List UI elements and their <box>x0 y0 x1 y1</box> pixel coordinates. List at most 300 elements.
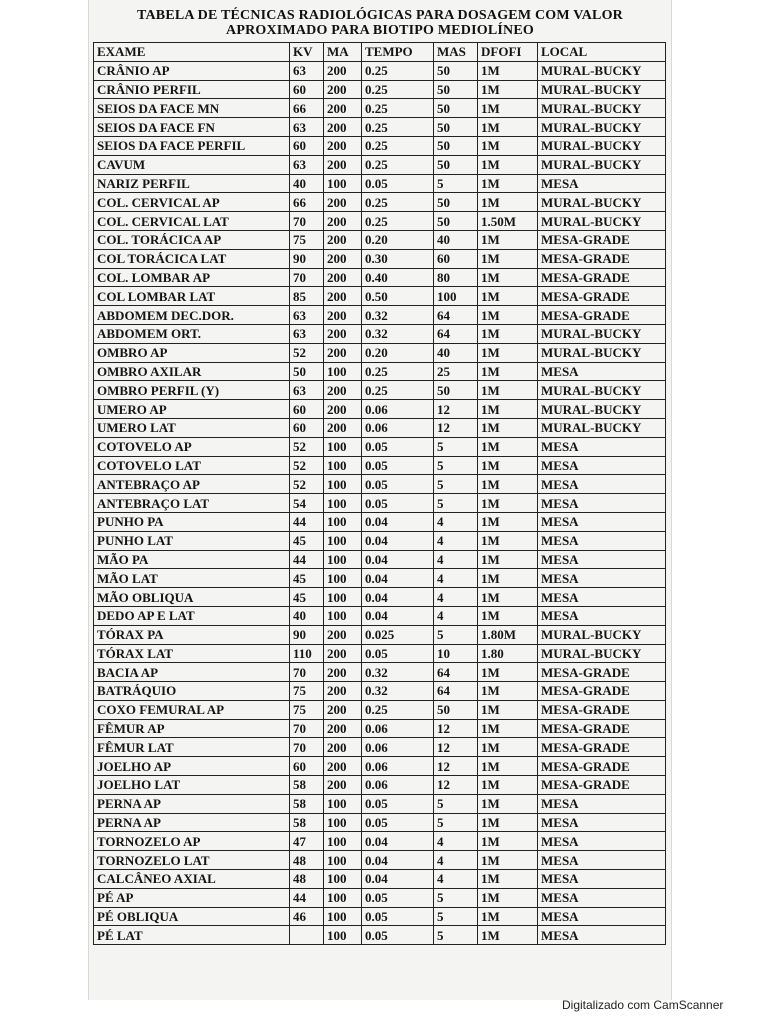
table-row <box>94 155 666 174</box>
cell-tempo: 0.04 <box>362 606 434 625</box>
cell-ma: 200 <box>324 625 362 644</box>
cell-exame: PERNA AP <box>94 813 290 832</box>
cell-mas: 12 <box>434 738 478 757</box>
cell-dfofi: 1M <box>478 813 538 832</box>
cell-dfofi: 1M <box>478 475 538 494</box>
cell-tempo: 0.05 <box>362 794 434 813</box>
cell-ma: 200 <box>324 230 362 249</box>
cell-dfofi: 1.50M <box>478 212 538 231</box>
cell-dfofi: 1M <box>478 550 538 569</box>
cell-mas: 5 <box>434 456 478 475</box>
cell-dfofi: 1M <box>478 324 538 343</box>
cell-mas: 64 <box>434 324 478 343</box>
cell-dfofi: 1M <box>478 512 538 531</box>
cell-exame: COL LOMBAR LAT <box>94 287 290 306</box>
table-row <box>94 494 666 513</box>
table-row <box>94 663 666 682</box>
cell-tempo: 0.25 <box>362 362 434 381</box>
cell-ma: 200 <box>324 155 362 174</box>
cell-dfofi: 1M <box>478 306 538 325</box>
table-row <box>94 475 666 494</box>
cell-kv: 44 <box>290 512 324 531</box>
cell-ma: 100 <box>324 588 362 607</box>
cell-local: MESA-GRADE <box>538 230 666 249</box>
cell-kv: 85 <box>290 287 324 306</box>
cell-tempo: 0.06 <box>362 719 434 738</box>
table-row <box>94 324 666 343</box>
cell-ma: 200 <box>324 61 362 80</box>
cell-tempo: 0.32 <box>362 306 434 325</box>
cell-mas: 5 <box>434 794 478 813</box>
cell-exame: JOELHO LAT <box>94 776 290 795</box>
cell-dfofi: 1M <box>478 606 538 625</box>
cell-dfofi: 1M <box>478 174 538 193</box>
cell-dfofi: 1M <box>478 437 538 456</box>
cell-ma: 200 <box>324 99 362 118</box>
cell-kv: 50 <box>290 362 324 381</box>
cell-local: MESA <box>538 456 666 475</box>
cell-ma: 200 <box>324 700 362 719</box>
title-line-1: TABELA DE TÉCNICAS RADIOLÓGICAS PARA DOSAGEM COM VALOR <box>137 8 623 23</box>
cell-tempo: 0.025 <box>362 625 434 644</box>
cell-ma: 200 <box>324 644 362 663</box>
table-row <box>94 588 666 607</box>
cell-tempo: 0.25 <box>362 212 434 231</box>
header-mas: MAS <box>434 43 478 62</box>
cell-tempo: 0.32 <box>362 663 434 682</box>
cell-mas: 5 <box>434 907 478 926</box>
cell-mas: 12 <box>434 776 478 795</box>
cell-dfofi: 1M <box>478 61 538 80</box>
cell-kv: 63 <box>290 324 324 343</box>
cell-dfofi: 1M <box>478 738 538 757</box>
table-row <box>94 230 666 249</box>
cell-dfofi: 1M <box>478 907 538 926</box>
cell-local: MESA <box>538 870 666 889</box>
cell-tempo: 0.05 <box>362 813 434 832</box>
cell-tempo: 0.06 <box>362 757 434 776</box>
cell-tempo: 0.05 <box>362 644 434 663</box>
cell-dfofi: 1M <box>478 418 538 437</box>
cell-ma: 100 <box>324 851 362 870</box>
cell-mas: 4 <box>434 588 478 607</box>
cell-local: MESA <box>538 907 666 926</box>
cell-ma: 100 <box>324 888 362 907</box>
cell-mas: 50 <box>434 155 478 174</box>
header-tempo: TEMPO <box>362 43 434 62</box>
table-row <box>94 757 666 776</box>
cell-dfofi: 1M <box>478 794 538 813</box>
cell-dfofi: 1M <box>478 700 538 719</box>
cell-exame: PERNA AP <box>94 794 290 813</box>
cell-ma: 200 <box>324 776 362 795</box>
table-row <box>94 719 666 738</box>
cell-tempo: 0.25 <box>362 99 434 118</box>
table-header-row <box>94 43 666 62</box>
cell-mas: 5 <box>434 888 478 907</box>
cell-kv: 63 <box>290 381 324 400</box>
cell-dfofi: 1M <box>478 362 538 381</box>
cell-exame: CALCÂNEO AXIAL <box>94 870 290 889</box>
cell-ma: 100 <box>324 531 362 550</box>
table-row <box>94 268 666 287</box>
cell-tempo: 0.25 <box>362 193 434 212</box>
cell-tempo: 0.04 <box>362 870 434 889</box>
cell-tempo: 0.04 <box>362 569 434 588</box>
cell-kv: 44 <box>290 550 324 569</box>
cell-exame: PÉ LAT <box>94 926 290 945</box>
cell-exame: OMBRO AP <box>94 343 290 362</box>
cell-dfofi: 1M <box>478 136 538 155</box>
cell-kv: 58 <box>290 794 324 813</box>
table-row <box>94 700 666 719</box>
cell-kv: 60 <box>290 80 324 99</box>
cell-ma: 200 <box>324 249 362 268</box>
cell-exame: TÓRAX PA <box>94 625 290 644</box>
table-row <box>94 99 666 118</box>
cell-ma: 100 <box>324 437 362 456</box>
cell-kv: 52 <box>290 475 324 494</box>
cell-kv: 58 <box>290 776 324 795</box>
cell-ma: 100 <box>324 870 362 889</box>
cell-local: MESA-GRADE <box>538 306 666 325</box>
cell-kv: 90 <box>290 249 324 268</box>
table-row <box>94 400 666 419</box>
cell-local: MURAL-BUCKY <box>538 118 666 137</box>
cell-tempo: 0.06 <box>362 776 434 795</box>
cell-kv: 66 <box>290 193 324 212</box>
cell-exame: FÊMUR AP <box>94 719 290 738</box>
cell-exame: PÉ AP <box>94 888 290 907</box>
cell-kv: 66 <box>290 99 324 118</box>
cell-ma: 200 <box>324 381 362 400</box>
cell-exame: MÃO OBLIQUA <box>94 588 290 607</box>
cell-mas: 50 <box>434 212 478 231</box>
table-row <box>94 306 666 325</box>
cell-tempo: 0.32 <box>362 682 434 701</box>
cell-local: MESA <box>538 794 666 813</box>
cell-local: MURAL-BUCKY <box>538 400 666 419</box>
cell-local: MESA <box>538 174 666 193</box>
cell-exame: COL. TORÁCICA AP <box>94 230 290 249</box>
cell-local: MURAL-BUCKY <box>538 80 666 99</box>
cell-ma: 100 <box>324 512 362 531</box>
table-row <box>94 531 666 550</box>
cell-mas: 12 <box>434 719 478 738</box>
table-row <box>94 118 666 137</box>
cell-kv: 52 <box>290 456 324 475</box>
cell-dfofi: 1M <box>478 663 538 682</box>
cell-ma: 200 <box>324 324 362 343</box>
cell-exame: FÊMUR LAT <box>94 738 290 757</box>
cell-dfofi: 1M <box>478 118 538 137</box>
cell-ma: 200 <box>324 212 362 231</box>
cell-kv: 60 <box>290 400 324 419</box>
cell-tempo: 0.04 <box>362 512 434 531</box>
table-row <box>94 249 666 268</box>
cell-kv: 45 <box>290 588 324 607</box>
cell-ma: 200 <box>324 268 362 287</box>
cell-exame: CRÂNIO AP <box>94 61 290 80</box>
cell-tempo: 0.04 <box>362 851 434 870</box>
cell-local: MESA <box>538 851 666 870</box>
cell-mas: 5 <box>434 174 478 193</box>
cell-local: MURAL-BUCKY <box>538 418 666 437</box>
cell-tempo: 0.05 <box>362 437 434 456</box>
cell-ma: 100 <box>324 926 362 945</box>
table-row <box>94 362 666 381</box>
cell-exame: PÉ OBLIQUA <box>94 907 290 926</box>
table-body <box>94 61 666 944</box>
cell-tempo: 0.20 <box>362 343 434 362</box>
cell-ma: 200 <box>324 418 362 437</box>
cell-local: MESA <box>538 926 666 945</box>
table-row <box>94 682 666 701</box>
table-row <box>94 193 666 212</box>
cell-exame: BACIA AP <box>94 663 290 682</box>
table-row <box>94 381 666 400</box>
cell-dfofi: 1M <box>478 870 538 889</box>
cell-tempo: 0.05 <box>362 475 434 494</box>
cell-ma: 200 <box>324 738 362 757</box>
cell-dfofi: 1M <box>478 851 538 870</box>
table-row <box>94 512 666 531</box>
cell-exame: COL. CERVICAL AP <box>94 193 290 212</box>
cell-kv: 60 <box>290 757 324 776</box>
table-row <box>94 456 666 475</box>
cell-mas: 50 <box>434 193 478 212</box>
cell-local: MESA-GRADE <box>538 287 666 306</box>
cell-tempo: 0.05 <box>362 888 434 907</box>
cell-dfofi: 1M <box>478 569 538 588</box>
cell-local: MESA-GRADE <box>538 682 666 701</box>
header-exame: EXAME <box>94 43 290 62</box>
cell-local: MESA-GRADE <box>538 738 666 757</box>
cell-mas: 50 <box>434 136 478 155</box>
table-row <box>94 738 666 757</box>
cell-tempo: 0.05 <box>362 907 434 926</box>
cell-mas: 12 <box>434 757 478 776</box>
cell-tempo: 0.06 <box>362 738 434 757</box>
cell-local: MURAL-BUCKY <box>538 644 666 663</box>
table-row <box>94 550 666 569</box>
cell-local: MESA <box>538 813 666 832</box>
title-line-2: APROXIMADO PARA BIOTIPO MEDIOLÍNEO <box>226 23 534 38</box>
cell-tempo: 0.05 <box>362 926 434 945</box>
cell-tempo: 0.25 <box>362 80 434 99</box>
cell-local: MESA <box>538 569 666 588</box>
cell-local: MURAL-BUCKY <box>538 324 666 343</box>
cell-tempo: 0.04 <box>362 588 434 607</box>
cell-dfofi: 1.80M <box>478 625 538 644</box>
cell-dfofi: 1M <box>478 287 538 306</box>
cell-ma: 100 <box>324 174 362 193</box>
cell-kv: 52 <box>290 343 324 362</box>
cell-ma: 100 <box>324 794 362 813</box>
cell-local: MESA <box>538 832 666 851</box>
cell-mas: 4 <box>434 832 478 851</box>
cell-tempo: 0.05 <box>362 174 434 193</box>
cell-local: MESA <box>538 362 666 381</box>
table-row <box>94 794 666 813</box>
cell-kv: 110 <box>290 644 324 663</box>
cell-dfofi: 1M <box>478 776 538 795</box>
cell-ma: 200 <box>324 663 362 682</box>
cell-exame: OMBRO AXILAR <box>94 362 290 381</box>
cell-dfofi: 1M <box>478 80 538 99</box>
cell-dfofi: 1M <box>478 757 538 776</box>
cell-exame: SEIOS DA FACE PERFIL <box>94 136 290 155</box>
cell-dfofi: 1M <box>478 719 538 738</box>
table-row <box>94 851 666 870</box>
cell-mas: 4 <box>434 606 478 625</box>
cell-ma: 100 <box>324 832 362 851</box>
cell-mas: 12 <box>434 400 478 419</box>
table-row <box>94 813 666 832</box>
cell-kv: 75 <box>290 230 324 249</box>
cell-ma: 100 <box>324 475 362 494</box>
cell-dfofi: 1M <box>478 531 538 550</box>
cell-exame: TORNOZELO LAT <box>94 851 290 870</box>
cell-kv: 60 <box>290 136 324 155</box>
table-row <box>94 625 666 644</box>
cell-dfofi: 1M <box>478 230 538 249</box>
cell-tempo: 0.20 <box>362 230 434 249</box>
cell-local: MESA <box>538 494 666 513</box>
cell-mas: 4 <box>434 851 478 870</box>
cell-mas: 50 <box>434 118 478 137</box>
cell-exame: COXO FEMURAL AP <box>94 700 290 719</box>
cell-local: MURAL-BUCKY <box>538 625 666 644</box>
cell-mas: 5 <box>434 813 478 832</box>
cell-local: MESA <box>538 437 666 456</box>
cell-ma: 100 <box>324 813 362 832</box>
cell-ma: 200 <box>324 400 362 419</box>
cell-ma: 200 <box>324 306 362 325</box>
cell-kv: 40 <box>290 606 324 625</box>
cell-dfofi: 1M <box>478 926 538 945</box>
cell-kv: 60 <box>290 418 324 437</box>
cell-mas: 5 <box>434 437 478 456</box>
cell-dfofi: 1M <box>478 193 538 212</box>
cell-exame: ANTEBRAÇO LAT <box>94 494 290 513</box>
cell-dfofi: 1M <box>478 155 538 174</box>
cell-local: MURAL-BUCKY <box>538 136 666 155</box>
cell-ma: 200 <box>324 287 362 306</box>
cell-tempo: 0.04 <box>362 832 434 851</box>
cell-ma: 200 <box>324 193 362 212</box>
cell-exame: MÃO PA <box>94 550 290 569</box>
cell-tempo: 0.25 <box>362 381 434 400</box>
cell-exame: JOELHO AP <box>94 757 290 776</box>
cell-mas: 5 <box>434 926 478 945</box>
cell-ma: 100 <box>324 362 362 381</box>
cell-ma: 100 <box>324 907 362 926</box>
cell-exame: ANTEBRAÇO AP <box>94 475 290 494</box>
cell-local: MESA <box>538 888 666 907</box>
cell-exame: SEIOS DA FACE MN <box>94 99 290 118</box>
cell-mas: 40 <box>434 230 478 249</box>
cell-tempo: 0.30 <box>362 249 434 268</box>
cell-exame: SEIOS DA FACE FN <box>94 118 290 137</box>
cell-local: MURAL-BUCKY <box>538 212 666 231</box>
cell-mas: 50 <box>434 700 478 719</box>
cell-tempo: 0.04 <box>362 550 434 569</box>
cell-dfofi: 1M <box>478 99 538 118</box>
cell-ma: 200 <box>324 343 362 362</box>
cell-dfofi: 1M <box>478 588 538 607</box>
cell-local: MURAL-BUCKY <box>538 381 666 400</box>
cell-mas: 50 <box>434 80 478 99</box>
cell-kv: 54 <box>290 494 324 513</box>
table-row <box>94 174 666 193</box>
cell-local: MESA-GRADE <box>538 776 666 795</box>
cell-exame: BATRÁQUIO <box>94 682 290 701</box>
cell-exame: DEDO AP E LAT <box>94 606 290 625</box>
cell-exame: TORNOZELO AP <box>94 832 290 851</box>
cell-local: MURAL-BUCKY <box>538 61 666 80</box>
table-row <box>94 80 666 99</box>
cell-exame: ABDOMEM DEC.DOR. <box>94 306 290 325</box>
cell-exame: OMBRO PERFIL (Y) <box>94 381 290 400</box>
table-row <box>94 832 666 851</box>
cell-tempo: 0.06 <box>362 418 434 437</box>
table-row <box>94 776 666 795</box>
cell-tempo: 0.32 <box>362 324 434 343</box>
cell-mas: 50 <box>434 61 478 80</box>
scanned-page <box>88 0 672 1000</box>
cell-local: MURAL-BUCKY <box>538 99 666 118</box>
cell-local: MESA <box>538 475 666 494</box>
cell-mas: 64 <box>434 663 478 682</box>
cell-tempo: 0.25 <box>362 136 434 155</box>
table-row <box>94 212 666 231</box>
cell-kv: 70 <box>290 719 324 738</box>
cell-ma: 200 <box>324 118 362 137</box>
cell-exame: TÓRAX LAT <box>94 644 290 663</box>
cell-kv: 40 <box>290 174 324 193</box>
cell-mas: 25 <box>434 362 478 381</box>
cell-mas: 5 <box>434 625 478 644</box>
cell-kv: 90 <box>290 625 324 644</box>
cell-exame: COL. LOMBAR AP <box>94 268 290 287</box>
cell-mas: 10 <box>434 644 478 663</box>
cell-mas: 5 <box>434 475 478 494</box>
cell-exame: COTOVELO AP <box>94 437 290 456</box>
cell-mas: 4 <box>434 569 478 588</box>
cell-exame: COTOVELO LAT <box>94 456 290 475</box>
cell-kv: 52 <box>290 437 324 456</box>
table-row <box>94 644 666 663</box>
cell-exame: COL TORÁCICA LAT <box>94 249 290 268</box>
cell-ma: 200 <box>324 719 362 738</box>
cell-tempo: 0.05 <box>362 494 434 513</box>
cell-mas: 4 <box>434 512 478 531</box>
cell-ma: 100 <box>324 456 362 475</box>
cell-kv: 63 <box>290 306 324 325</box>
cell-dfofi: 1M <box>478 249 538 268</box>
table-row <box>94 888 666 907</box>
cell-mas: 80 <box>434 268 478 287</box>
cell-kv: 75 <box>290 700 324 719</box>
scanner-watermark: Digitalizado com CamScanner <box>562 998 724 1012</box>
cell-ma: 100 <box>324 550 362 569</box>
cell-exame: PUNHO LAT <box>94 531 290 550</box>
cell-tempo: 0.25 <box>362 700 434 719</box>
cell-kv: 46 <box>290 907 324 926</box>
header-ma: MA <box>324 43 362 62</box>
cell-kv: 45 <box>290 569 324 588</box>
